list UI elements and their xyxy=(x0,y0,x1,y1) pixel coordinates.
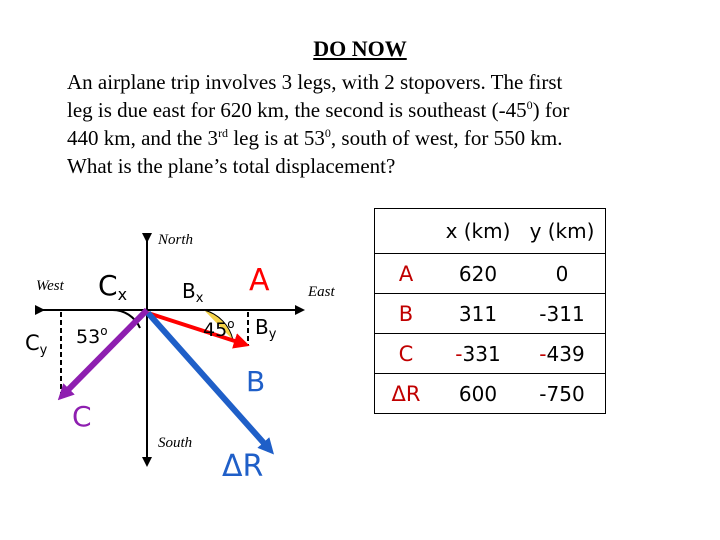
label-c: C xyxy=(72,400,92,433)
label-a: A xyxy=(249,263,270,298)
row-y: -311 xyxy=(519,294,606,334)
table-row xyxy=(375,254,606,294)
label-cx: Cx xyxy=(98,269,128,304)
south-label: South xyxy=(158,435,193,451)
row-label: C xyxy=(375,334,438,374)
east-label: East xyxy=(308,284,335,300)
angle-45-label: 45$^o$ xyxy=(203,317,235,341)
row-x: -331 xyxy=(437,334,519,374)
table-header-y: y (km) xyxy=(519,209,606,254)
row-label: A xyxy=(375,254,438,294)
problem-line-2: leg is due east for 620 km, the second is southeast $(-45^0)$ for xyxy=(67,98,570,122)
row-y: -439 xyxy=(519,334,606,374)
label-b: B xyxy=(246,365,266,398)
row-y: 0 xyxy=(519,254,606,294)
row-label: ΔR xyxy=(375,374,438,414)
page-title: DO NOW xyxy=(313,36,407,61)
label-cy: Cy xyxy=(25,331,48,358)
problem-line-4: What is the plane’s total displacement? xyxy=(67,154,396,178)
problem-line-1: An airplane trip involves 3 legs, with 2 stopovers. The first xyxy=(67,70,563,94)
vector-c xyxy=(62,310,147,396)
row-x: 600 xyxy=(437,374,519,414)
label-r: ΔR xyxy=(222,449,264,484)
label-by: $B_y$ xyxy=(255,315,277,342)
west-label: West xyxy=(36,278,64,294)
table-row xyxy=(375,374,606,414)
problem-line-3: 440 km, and the 3rd leg is at $53^0$, south of west, for 550 km. xyxy=(67,126,563,150)
angle-53-label: 53$^o$ xyxy=(76,324,108,348)
table-header-row xyxy=(375,209,606,254)
row-x: 311 xyxy=(437,294,519,334)
table-row xyxy=(375,334,606,374)
north-label: North xyxy=(158,232,194,248)
row-x: 620 xyxy=(437,254,519,294)
table-header-x: x (km) xyxy=(437,209,519,254)
table-row xyxy=(375,294,606,334)
label-bx: $B_x$ xyxy=(182,279,204,306)
row-y: -750 xyxy=(519,374,606,414)
row-label: B xyxy=(375,294,438,334)
components-table xyxy=(374,208,606,414)
table-header-corner xyxy=(375,209,438,254)
